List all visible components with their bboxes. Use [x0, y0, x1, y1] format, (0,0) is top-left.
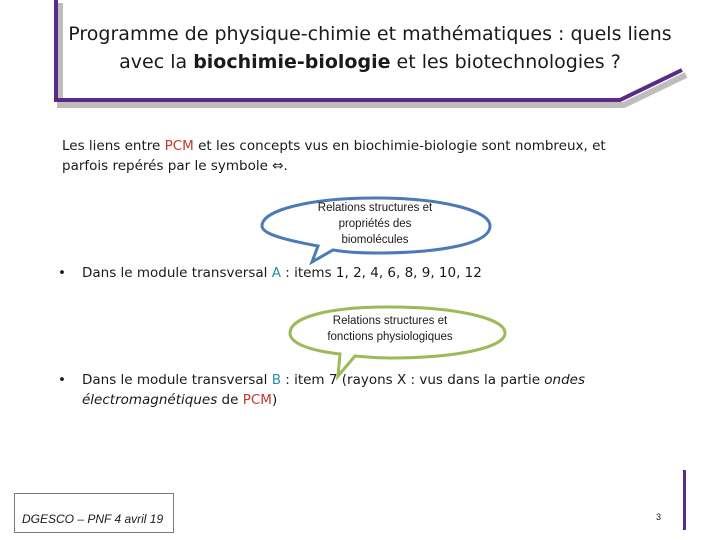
bullet-marker: •	[58, 372, 66, 388]
callout-1-text: Relations structures et propriétés des biomolécules	[317, 202, 433, 246]
module-label: A	[271, 265, 281, 281]
module-label: B	[271, 372, 281, 388]
bullet-text: Dans le module transversal B : item 7 (rayons X : vus dans la partie ondes électromagnétiques de PCM)	[82, 372, 586, 408]
page-number: 3	[656, 512, 662, 522]
callout-2-text: Relations structures et fonctions physiologiques	[327, 315, 453, 343]
bullet-marker: •	[58, 265, 66, 281]
pcm-label: PCM	[242, 392, 272, 408]
title-bold-term: biochimie-biologie	[193, 51, 391, 73]
title-line-2: avec la biochimie-biologie et les biotechnologies ?	[119, 51, 621, 73]
double-arrow-symbol: ⇔	[272, 158, 284, 174]
intro-paragraph: Les liens entre PCM et les concepts vus en biochimie-biologie sont nombreux, et parfois repérés par le symbole ⇔.	[62, 138, 606, 174]
footer-accent-rule	[683, 470, 686, 530]
bullet-text: Dans le module transversal A : items 1, 2, 4, 6, 8, 9, 10, 12	[82, 265, 482, 281]
pcm-label: PCM	[164, 138, 194, 154]
title-line-1: Programme de physique-chimie et mathématiques : quels liens	[68, 23, 672, 45]
footer-text: DGESCO – PNF 4 avril 19	[22, 512, 164, 526]
